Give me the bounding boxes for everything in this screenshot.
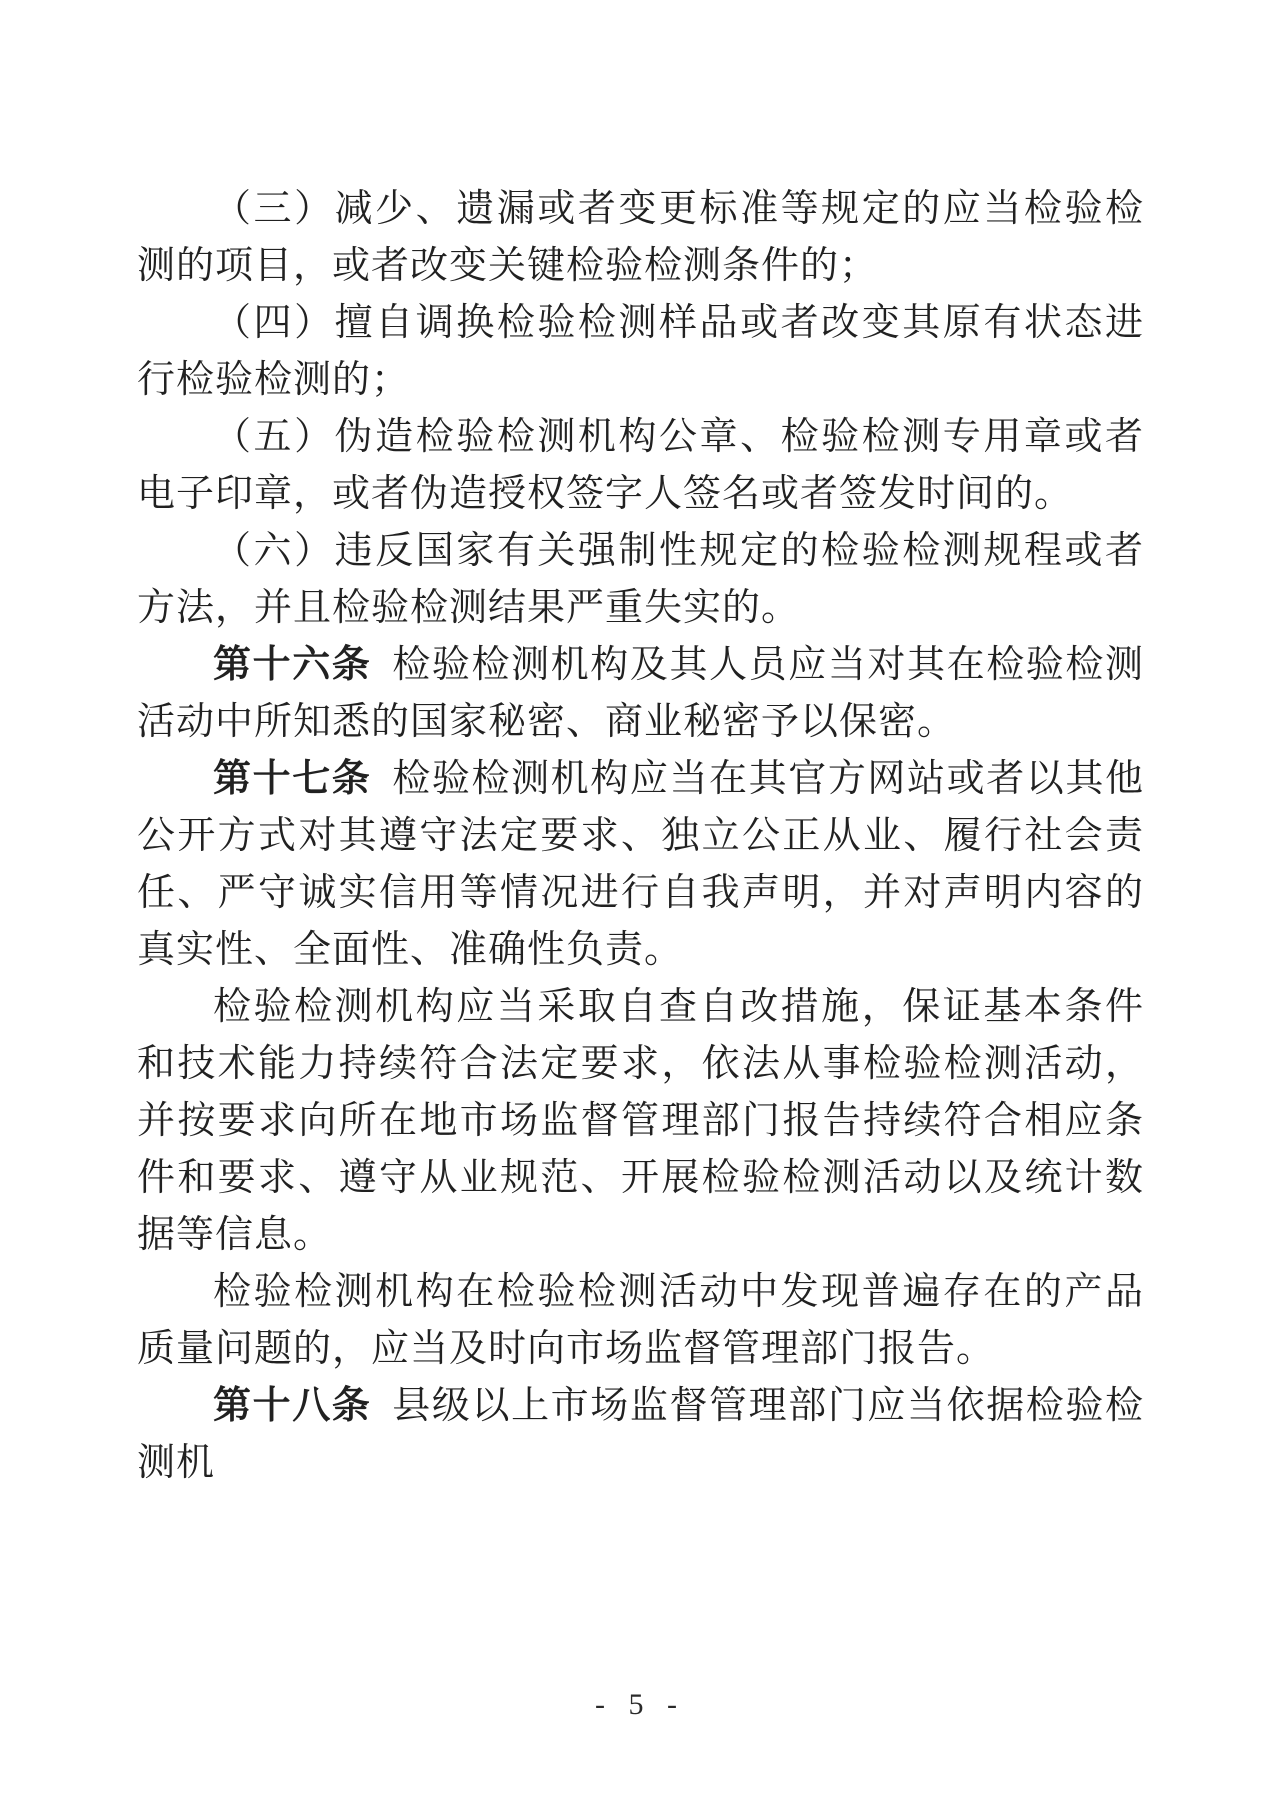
- clause-item-4: [137, 295, 1144, 409]
- article-text: 检验检测机构应当采取自查自改措施，保证基本条件和技术能力持续符合法定要求，依法从事检验检测活动，并按要求向所在地市场监督管理部门报告持续符合相应条件和要求、遵守从业规范、开展检验检测活动以及统计数据等信息。: [137, 986, 1144, 1256]
- clause-text: （五）伪造检验检测机构公章、检验检测专用章或者电子印章，或者伪造授权签字人签名或者签发时间的。: [137, 416, 1144, 515]
- document-body: [137, 181, 1144, 1492]
- article-16: [137, 637, 1144, 751]
- article-number: 第十八条: [213, 1385, 372, 1427]
- article-18: [137, 1378, 1144, 1492]
- article-text: 县级以上市场监督管理部门应当依据检验检测机: [137, 1385, 1144, 1484]
- clause-item-3: [137, 181, 1144, 295]
- page-number: - 5 -: [595, 1688, 685, 1721]
- clause-text: （四）擅自调换检验检测样品或者改变其原有状态进行检验检测的；: [137, 302, 1144, 401]
- article-17: [137, 751, 1144, 979]
- article-text: 检验检测机构在检验检测活动中发现普遍存在的产品质量问题的，应当及时向市场监督管理部门报告。: [137, 1271, 1144, 1370]
- clause-text: （三）减少、遗漏或者变更标准等规定的应当检验检测的项目，或者改变关键检验检测条件的；: [137, 188, 1144, 287]
- article-text: 检验检测机构及其人员应当对其在检验检测活动中所知悉的国家秘密、商业秘密予以保密。: [137, 644, 1144, 743]
- article-17-paragraph-2: [137, 979, 1144, 1264]
- article-number: 第十六条: [213, 644, 372, 686]
- article-17-paragraph-3: [137, 1264, 1144, 1378]
- clause-item-5: [137, 409, 1144, 523]
- clause-text: （六）违反国家有关强制性规定的检验检测规程或者方法，并且检验检测结果严重失实的。: [137, 530, 1144, 629]
- clause-item-6: [137, 523, 1144, 637]
- article-number: 第十七条: [213, 758, 372, 800]
- article-text: 检验检测机构应当在其官方网站或者以其他公开方式对其遵守法定要求、独立公正从业、履行社会责任、严守诚实信用等情况进行自我声明，并对声明内容的真实性、全面性、准确性负责。: [137, 758, 1144, 971]
